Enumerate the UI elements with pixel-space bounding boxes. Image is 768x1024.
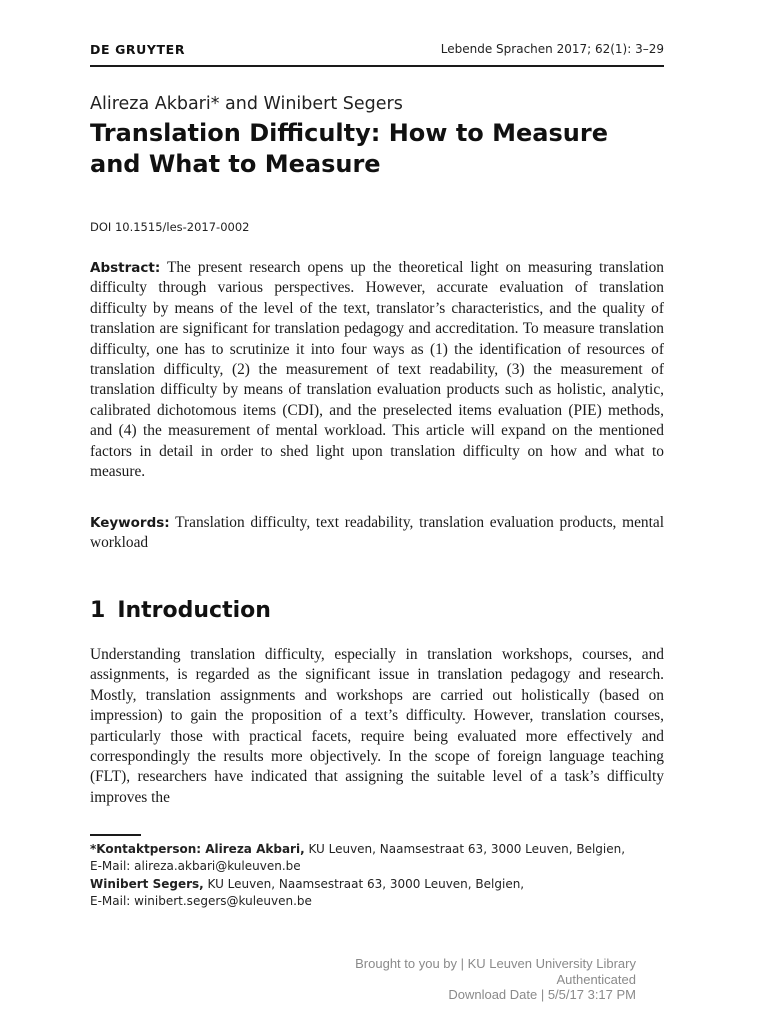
footnote-second-name: Winibert Segers, (90, 876, 204, 891)
download-stamp (355, 956, 636, 1003)
download-stamp-line-3: Download Date | 5/5/17 3:17 PM (448, 987, 636, 1002)
keywords-paragraph (90, 513, 664, 554)
article-title: Translation Difficulty: How to Measure and What to Measure (90, 119, 608, 178)
section-number: 1 (90, 598, 106, 623)
author-footnote (90, 841, 664, 910)
section-title: Introduction (117, 598, 271, 623)
article-authors: Alireza Akbari* and Winibert Segers (90, 94, 403, 114)
footnote-contact-label: *Kontaktperson: Alireza Akbari, (90, 842, 305, 856)
abstract-label: Abstract: (90, 260, 161, 276)
footnote-rule (90, 834, 141, 836)
page-header (90, 42, 664, 62)
journal-citation: Lebende Sprachen 2017; 62(1): 3–29 (440, 42, 664, 56)
footnote-second-email: E-Mail: winibert.segers@kuleuven.be (90, 893, 312, 908)
footnote-second-address: KU Leuven, Naamsestraat 63, 3000 Leuven, Belgien, (207, 876, 525, 891)
introduction-paragraph: Understanding translation difficulty, especially in translation workshops, courses, and assignments, is regarded as the significant issue in translation pedagogy and research. Mostly, translation assignments and workshops are carried out holistically (based on impression) to gain the proposition of a text’s difficulty. However, translation courses, particularly those with practical facets, require being evaluated more effectively and correspondingly the results more objectively. In the scope of foreign language teaching (FLT), researchers have indicated that assigning the suitable level of a task’s difficulty improves the (90, 646, 664, 806)
download-stamp-line-1: Brought to you by | KU Leuven University Library (355, 956, 636, 971)
section-heading (90, 598, 271, 623)
footnote-contact-address: KU Leuven, Naamsestraat 63, 3000 Leuven, Belgien, (308, 842, 626, 856)
header-rule (90, 65, 664, 67)
keywords-text: Translation difficulty, text readability, translation evaluation products, mental workload (90, 514, 664, 552)
download-stamp-line-2: Authenticated (556, 971, 636, 987)
footnote-second-line (90, 876, 664, 893)
article-doi: DOI 10.1515/les-2017-0002 (90, 220, 250, 234)
keywords-label: Keywords: (90, 515, 170, 531)
footnote-contact-line (90, 841, 664, 858)
publisher-name: DE GRUYTER (90, 42, 186, 57)
abstract-paragraph (90, 258, 664, 482)
abstract-text: The present research opens up the theoretical light on measuring translation difficulty through various perspectives. However, accurate evaluation of translation difficulty by means of the level of the text, translator’s characteristics, and the quality of translation are significant for translation pedagogy and accreditation. To measure translation difficulty, one has to scrutinize it into four ways as (1) the identification of resources of translation difficulty, (2) the measurement of text readability, (3) the measurement of translation difficulty by means of translation evaluation products such as holistic, analytic, calibrated dichotomous items (CDI), and the preselected items evaluation (PIE) methods, and (4) the measurement of mental workload. This article will expand on the mentioned factors in detail in order to shed light upon translation difficulty on how and what to measure. (90, 259, 664, 481)
footnote-contact-email: E-Mail: alireza.akbari@kuleuven.be (90, 859, 301, 874)
